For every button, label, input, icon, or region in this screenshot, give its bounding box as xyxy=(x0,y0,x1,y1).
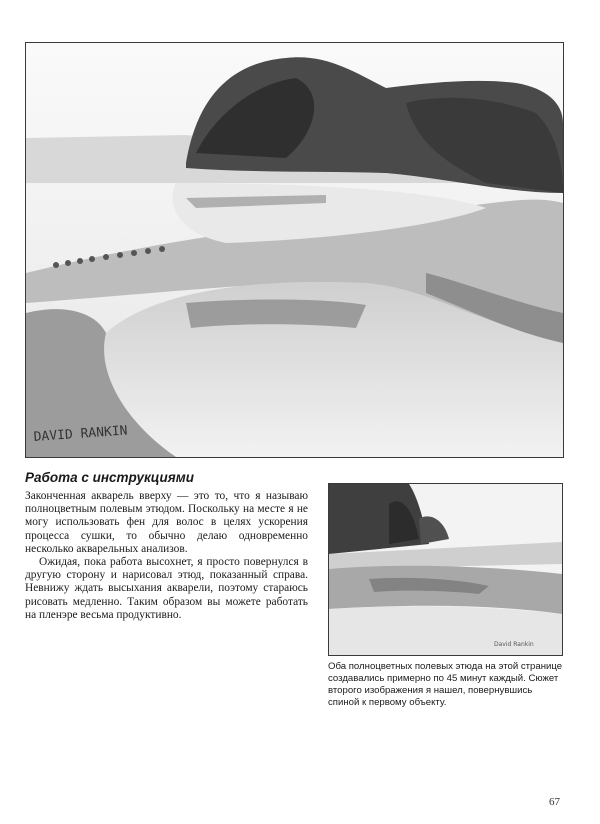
paragraph-2: Ожидая, пока работа высохнет, я просто повернулся в другую сторону и нарисовал этюд, показанный справа. Невнижу ждать высыхания акварели, поэтому стараюсь рисовать медленно. Таким образом вы можете работать на пленэре весьма продуктивно. xyxy=(25,556,308,621)
main-watercolor-painting xyxy=(25,42,564,458)
section-heading: Работа с инструкциями xyxy=(25,470,194,485)
main-signature: DAVID RANKIN xyxy=(33,423,128,445)
article-text xyxy=(25,470,308,622)
image-caption: Оба полноцветных полевых этюда на этой странице создавались примерно по 45 минут каждый. Сюжет второго изображения я нашел, повернувшись спиной к первому объекту. xyxy=(328,661,563,708)
page-number: 67 xyxy=(549,796,560,808)
side-trees xyxy=(329,484,429,554)
pool-reflection xyxy=(186,299,366,328)
side-signature: David Rankin xyxy=(494,641,534,648)
side-watercolor-painting xyxy=(328,483,563,656)
side-painting-svg xyxy=(329,484,562,655)
paragraph-1: Законченная акварель вверху — это то, что я называю полноцветным полевым этюдом. Поскольку на месте я не могу использовать фен для волос в целях ускорения процесса сушки, то обычно делаю одновременно несколько акварельных анализов. xyxy=(25,490,308,555)
main-painting-svg xyxy=(26,43,563,457)
